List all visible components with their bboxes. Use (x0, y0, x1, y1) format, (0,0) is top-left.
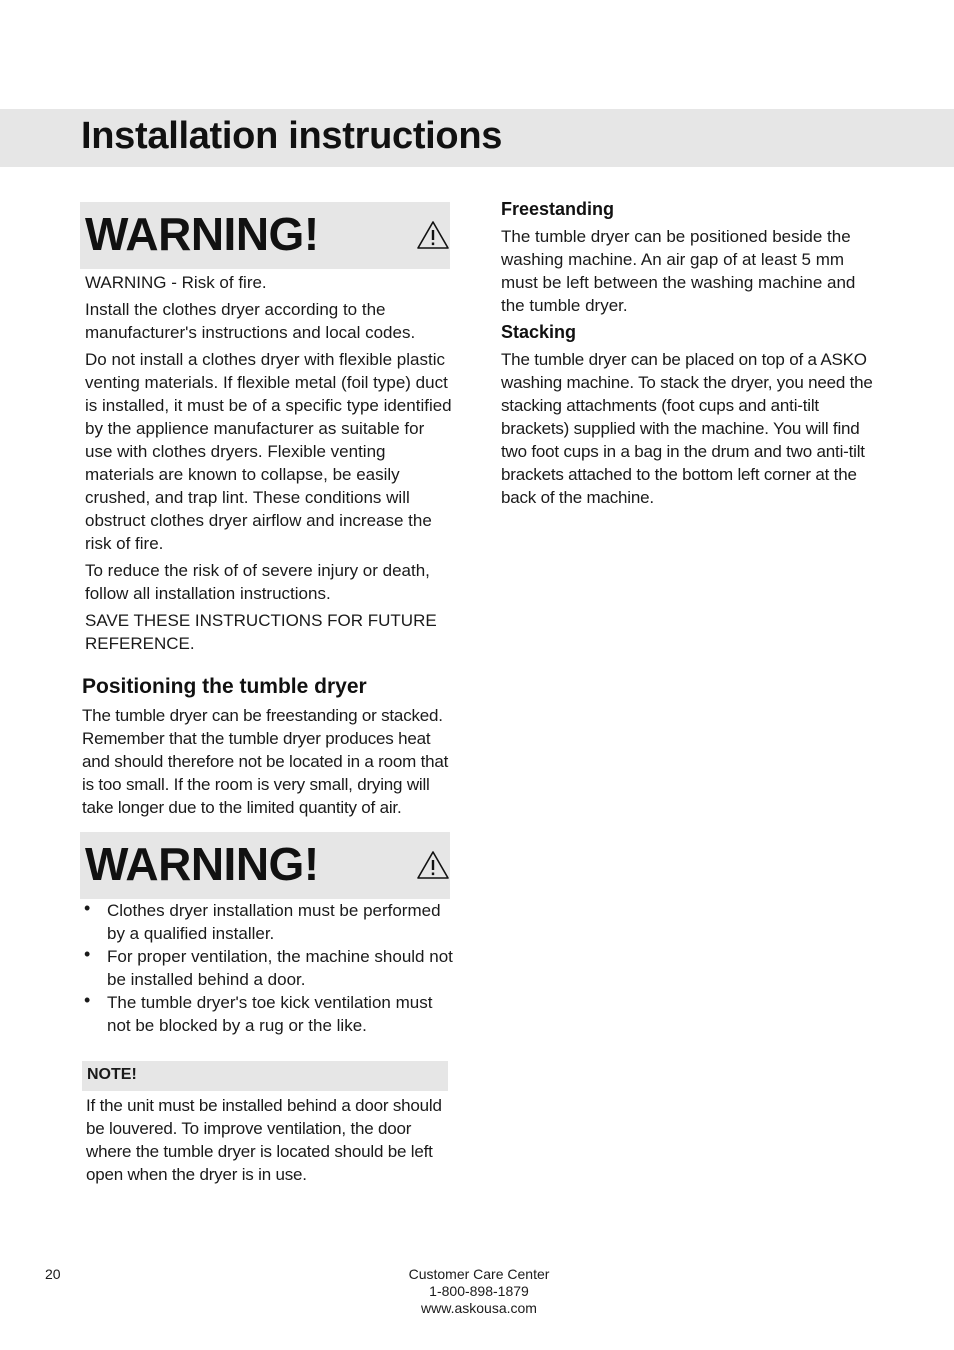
warning-text: WARNING - Risk of fire. (85, 273, 267, 292)
note-heading: NOTE! (87, 1066, 137, 1083)
positioning-heading: Positioning the tumble dryer (82, 675, 367, 698)
warning-text: Do not install a clothes dryer with flexible plastic venting materials. If flexible metal (foil type) duct is installed, it must be of a specific type identified by the applience manufacturer as suitable for use with clothes dryers. Flexible venting materials are known to collapse, be easily crushed, and trap lint. These conditions will obstruct clothes dryer airflow and increase the risk of fire. (85, 350, 452, 553)
warning-heading: WARNING! (85, 838, 319, 890)
warning-box-fire (80, 202, 450, 269)
warning-box-installation (80, 832, 450, 899)
footer-contact (379, 1266, 579, 1317)
freestanding-body: The tumble dryer can be positioned beside the washing machine. An air gap of at least 5 mm must be left between the washing machine and the tumble dryer. (501, 227, 856, 315)
footer-phone: 1-800-898-1879 (429, 1283, 529, 1299)
note-bar (82, 1061, 448, 1091)
warning-text: SAVE THESE INSTRUCTIONS FOR FUTURE REFERENCE. (85, 611, 437, 653)
note-body: If the unit must be installed behind a door should be louvered. To improve ventilation, the door where the tumble dryer is located should be left open when the dryer is in use. (86, 1096, 442, 1184)
stacking-body: The tumble dryer can be placed on top of a ASKO washing machine. To stack the dryer, you need the stacking attachments (foot cups and anti-tilt brackets) supplied with the machine. You will find two foot cups in a bag in the drum and two anti-tilt brackets attached to the bottom left corner at the back of the machine. (501, 350, 873, 507)
freestanding-heading: Freestanding (501, 199, 615, 219)
list-item: • The tumble dryer's toe kick ventilation must not be blocked by a rug or the like. (84, 990, 433, 1035)
stacking-heading: Stacking (501, 322, 577, 342)
warning-text: Install the clothes dryer according to the manufacturer's instructions and local codes. (85, 300, 416, 342)
footer-line: Customer Care Center (408, 1266, 550, 1282)
left-column (80, 202, 454, 1186)
right-column (501, 197, 881, 509)
warning-triangle-icon (416, 220, 450, 250)
warning-bullet-list (80, 899, 454, 1037)
page-number: 20 (45, 1266, 61, 1282)
list-item: • For proper ventilation, the machine should not be installed behind a door. (84, 944, 453, 989)
footer-website: www.askousa.com (421, 1300, 537, 1316)
warning-triangle-icon (416, 850, 450, 880)
warning-text: To reduce the risk of of severe injury or death, follow all installation instructions. (85, 561, 430, 603)
positioning-body: The tumble dryer can be freestanding or stacked. Remember that the tumble dryer produces heat and should therefore not be located in a room that is too small. If the room is very small, drying will take longer due to the limited quantity of air. (82, 706, 449, 817)
warning-heading: WARNING! (85, 208, 319, 260)
list-item: • Clothes dryer installation must be performed by a qualified installer. (84, 898, 441, 943)
page-title: Installation instructions (81, 115, 503, 157)
title-band (0, 109, 954, 167)
